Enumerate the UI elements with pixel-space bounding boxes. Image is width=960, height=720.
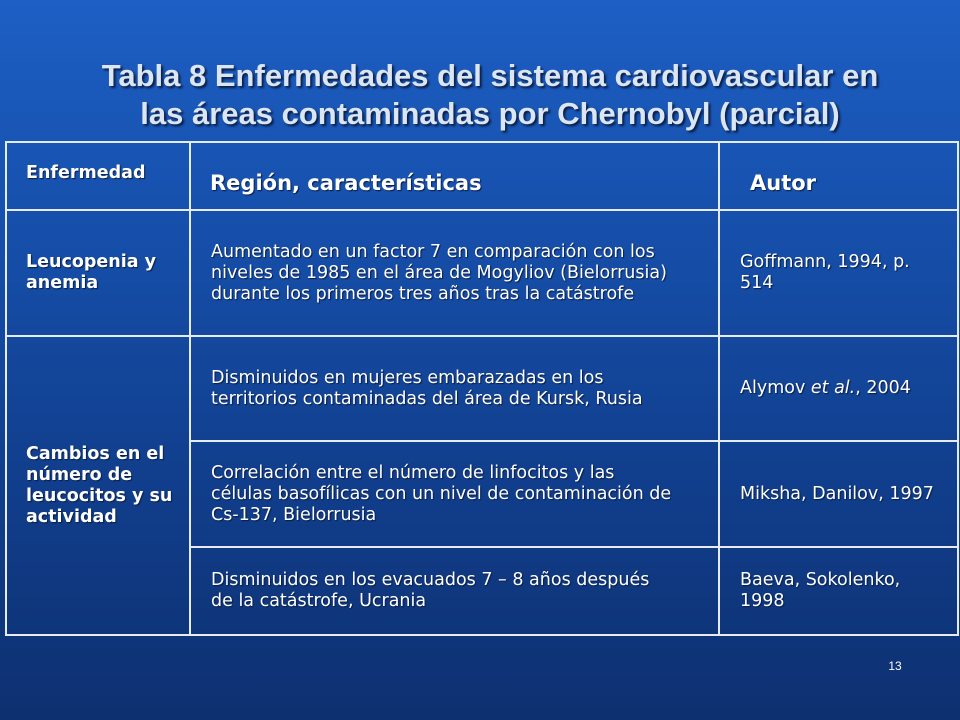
row2-author-italic: et al. [810, 378, 856, 398]
row2-author [719, 336, 958, 441]
row2-disease: Cambios en el número de leucocitos y su actividad [6, 336, 190, 635]
header-region-label: Región, características [210, 171, 482, 195]
row1-disease: Leucopenia y anemia [6, 210, 190, 336]
title-line-2: las áreas contaminadas por Chernobyl (parcial) [140, 95, 840, 131]
header-author-label: Autor [750, 171, 817, 195]
row2-author-name: Alymov [740, 378, 811, 398]
slide-title [40, 57, 940, 133]
row2-region: Disminuidos en mujeres embarazadas en los territorios contaminadas del área de Kursk, Rusia [190, 336, 719, 441]
header-region [190, 142, 719, 210]
row1-author: Goffmann, 1994, p. 514 [719, 210, 958, 336]
table-header-row [6, 142, 958, 210]
disease-table-container [5, 141, 957, 631]
header-disease [6, 142, 190, 210]
page-number: 13 [888, 659, 902, 673]
row4-region: Disminuidos en los evacuados 7 – 8 años después de la catástrofe, Ucrania [190, 547, 719, 635]
row3-region: Correlación entre el número de linfocitos y las células basofílicas con un nivel de contaminación de Cs-137, Bielorrusia [190, 441, 719, 547]
header-disease-label: Enfermedad [26, 163, 146, 183]
header-author [719, 142, 958, 210]
title-line-1: Tabla 8 Enfermedades del sistema cardiovascular en [101, 57, 879, 93]
row1-region: Aumentado en un factor 7 en comparación con los niveles de 1985 en el área de Mogyliov (Bielorrusia) durante los primeros tres años tras la catástrofe [190, 210, 719, 336]
table-row [6, 210, 958, 336]
row3-author: Miksha, Danilov, 1997 [719, 441, 958, 547]
disease-table [5, 141, 959, 636]
table-row [6, 336, 958, 441]
row2-author-suffix: , 2004 [855, 378, 911, 398]
row4-author: Baeva, Sokolenko, 1998 [719, 547, 958, 635]
